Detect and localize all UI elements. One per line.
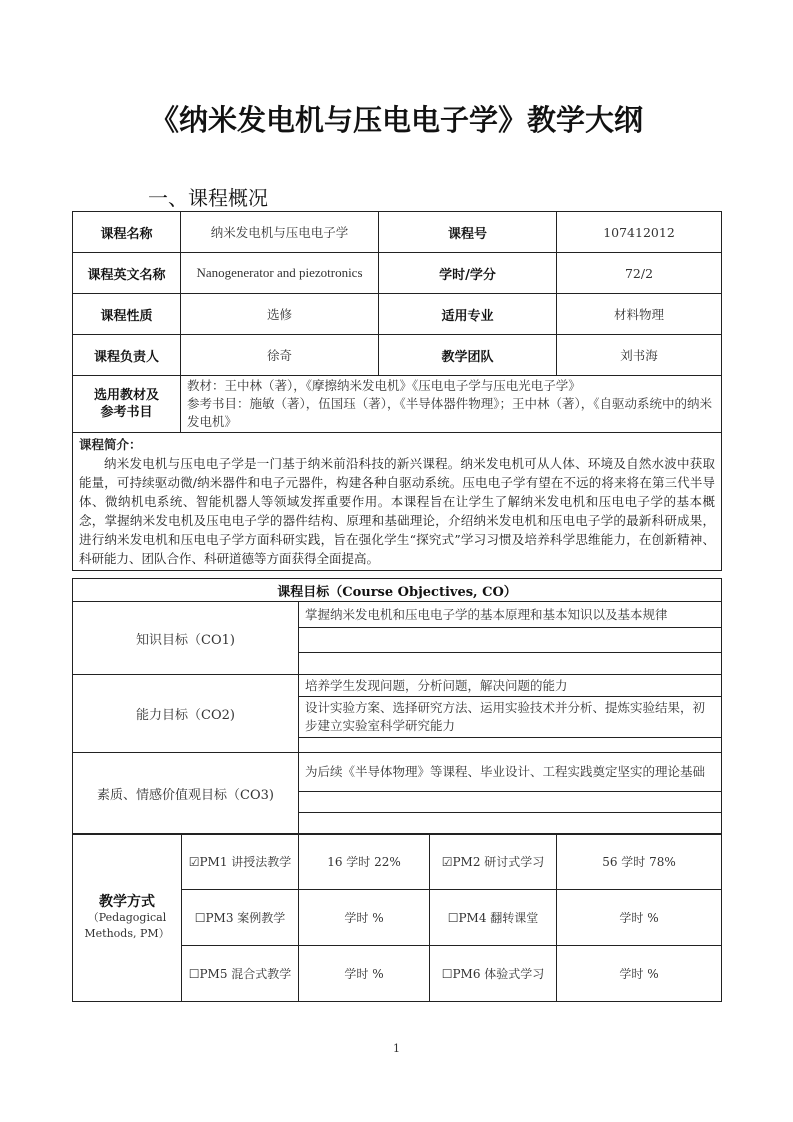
pedagogy-title-cell bbox=[73, 834, 182, 1002]
teaching-team-label: 教学团队 bbox=[379, 335, 557, 376]
textbook-label-line1: 选用教材及 bbox=[93, 388, 159, 403]
pedagogy-subtitle: （Pedagogical Methods, PM） bbox=[84, 910, 170, 940]
textbook-content bbox=[181, 376, 722, 433]
intro-heading: 课程简介： bbox=[79, 437, 142, 452]
info-row bbox=[73, 253, 722, 294]
course-code-label: 课程号 bbox=[379, 212, 557, 253]
pm3-hours: 学时 % bbox=[299, 890, 430, 946]
course-lead-value: 徐奇 bbox=[181, 335, 379, 376]
pm4-method: ☐PM4 翻转课堂 bbox=[430, 890, 557, 946]
section-heading: 一、课程概况 bbox=[148, 186, 268, 210]
pm5-method: ☐PM5 混合式教学 bbox=[182, 946, 299, 1002]
course-type-value: 选修 bbox=[181, 294, 379, 335]
pm2-method: ☑PM2 研讨式学习 bbox=[430, 834, 557, 890]
course-code-value: 107412012 bbox=[557, 212, 722, 253]
info-row bbox=[73, 294, 722, 335]
document-title: 《纳米发电机与压电电子学》教学大纲 bbox=[149, 103, 643, 137]
co2-label: 能力目标（CO2) bbox=[73, 675, 299, 753]
co3-label: 素质、情感价值观目标（CO3) bbox=[73, 753, 299, 835]
pm5-hours: 学时 % bbox=[299, 946, 430, 1002]
co1-label: 知识目标（CO1) bbox=[73, 602, 299, 675]
course-lead-label: 课程负责人 bbox=[73, 335, 181, 376]
textbook-label-line2: 参考书目 bbox=[100, 405, 153, 420]
co1-item bbox=[299, 628, 722, 653]
course-type-label: 课程性质 bbox=[73, 294, 181, 335]
hours-credits-label: 学时/学分 bbox=[379, 253, 557, 294]
pm1-method: ☑PM1 讲授法教学 bbox=[182, 834, 299, 890]
pm3-method: ☐PM3 案例教学 bbox=[182, 890, 299, 946]
english-name-value: Nanogenerator and piezotronics bbox=[181, 253, 379, 294]
objectives-table bbox=[72, 578, 722, 835]
teaching-team-value: 刘书海 bbox=[557, 335, 722, 376]
pedagogy-table bbox=[72, 833, 722, 1002]
co2-item: 设计实验方案、选择研究方法、运用实验技术并分析、提炼实验结果，初步建立实验室科学研究能力 bbox=[299, 697, 722, 738]
major-value: 材料物理 bbox=[557, 294, 722, 335]
hours-credits-value: 72/2 bbox=[557, 253, 722, 294]
pm6-method: ☐PM6 体验式学习 bbox=[430, 946, 557, 1002]
co2-item bbox=[299, 738, 722, 753]
pm1-hours: 16 学时 22% bbox=[299, 834, 430, 890]
english-name-label: 课程英文名称 bbox=[73, 253, 181, 294]
co1-item: 掌握纳米发电机和压电电子学的基本原理和基本知识以及基本规律 bbox=[299, 602, 722, 628]
co3-item bbox=[299, 792, 722, 813]
co1-item bbox=[299, 653, 722, 675]
pm4-hours: 学时 % bbox=[557, 890, 722, 946]
intro-body: 纳米发电机与压电电子学是一门基于纳米前沿科技的新兴课程。纳米发电机可从人体、环境及自然水波中获取能量，可持续驱动微/纳米器件和电子元器件，构建各种自驱动系统。压电电子学有望在不远的将来将在第三代半导体、微纳机电系统、智能机器人等领域发挥重要作用。本课程旨在让学生了解纳米发电机和压电电子学的基本概念，掌握纳米发电机及压电电子学的器件结构、原理和基础理论，介绍纳米发电机和压电电子学的最新科研成果，进行纳米发电机和压电电子学方面科研实践，旨在强化学生“探究式”学习习惯及培养科学思维能力，在创新精神、科研能力、团队合作、科研道德等方面获得全面提高。 bbox=[79, 456, 715, 566]
course-name-label: 课程名称 bbox=[73, 212, 181, 253]
info-row bbox=[73, 335, 722, 376]
co3-item: 为后续《半导体物理》等课程、毕业设计、工程实践奠定坚实的理论基础 bbox=[299, 753, 722, 792]
co3-item bbox=[299, 813, 722, 835]
intro-row bbox=[73, 433, 722, 571]
major-label: 适用专业 bbox=[379, 294, 557, 335]
info-row bbox=[73, 212, 722, 253]
pm2-hours: 56 学时 78% bbox=[557, 834, 722, 890]
reference-text: 参考书目：施敏（著），伍国珏（著），《半导体器件物理》；王中林（著），《自驱动系统中的纳米发电机》 bbox=[187, 396, 713, 429]
pm6-hours: 学时 % bbox=[557, 946, 722, 1002]
textbook-text: 教材：王中林（著），《摩擦纳米发电机》《压电电子学与压电光电子学》 bbox=[187, 378, 581, 393]
course-intro bbox=[73, 433, 722, 571]
course-info-table bbox=[72, 211, 722, 571]
co2-item: 培养学生发现问题，分析问题，解决问题的能力 bbox=[299, 675, 722, 697]
page-number: 1 bbox=[393, 1042, 400, 1055]
textbook-row bbox=[73, 376, 722, 433]
pedagogy-title: 教学方式 bbox=[99, 893, 155, 910]
textbook-label bbox=[73, 376, 181, 433]
course-name-value: 纳米发电机与压电电子学 bbox=[181, 212, 379, 253]
objectives-heading: 课程目标（Course Objectives, CO） bbox=[73, 579, 722, 602]
